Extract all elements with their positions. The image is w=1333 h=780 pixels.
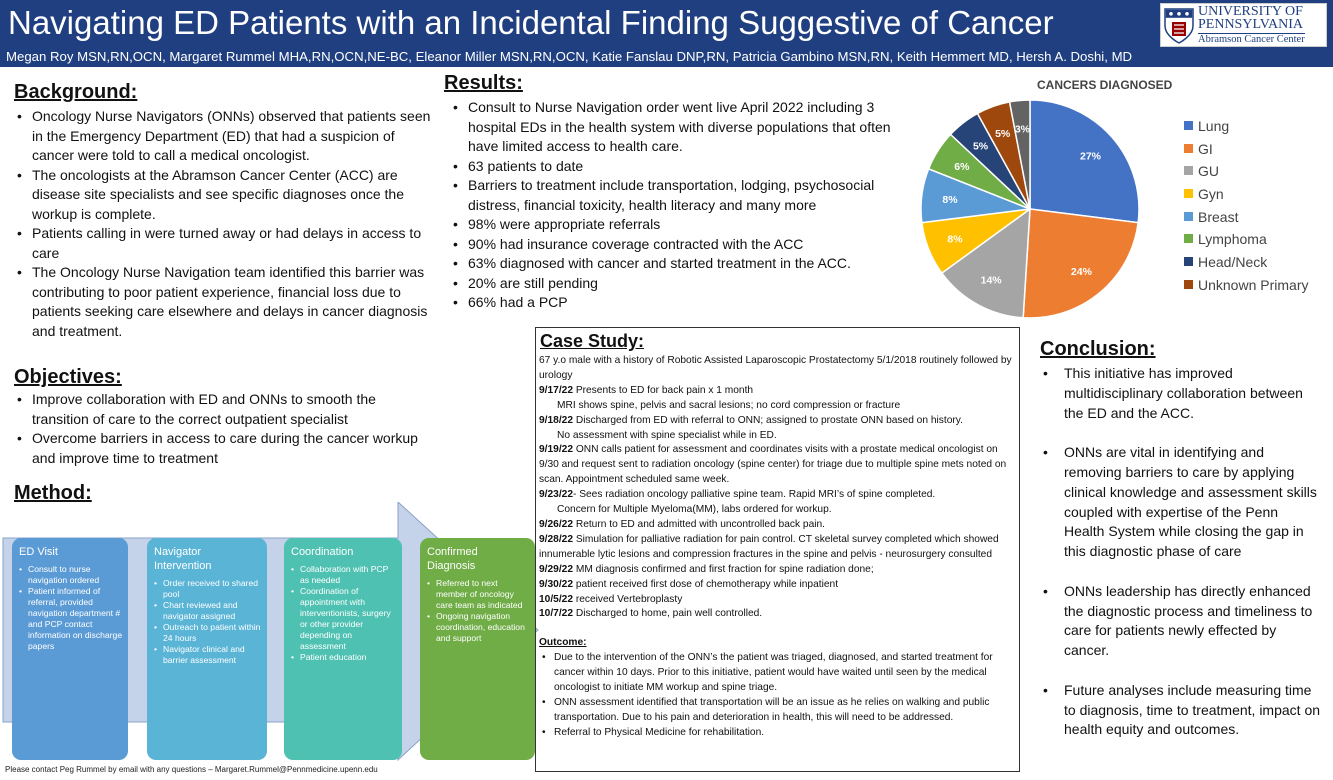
legend-label: Unknown Primary — [1198, 276, 1309, 293]
pie-data-label: 8% — [942, 193, 958, 206]
list-item: • This initiative has improved multidisciplinary collaboration between the ED and the ACC. — [1040, 364, 1320, 423]
legend-item — [1184, 163, 1308, 186]
legend-label: Lung — [1198, 118, 1230, 134]
pie-data-label: 6% — [954, 160, 970, 173]
list-item: • The oncologists at the Abramson Cancer Center (ACC) are disease site specialists and see specific diagnoses once the workup is complete. — [14, 166, 432, 225]
outcome-heading: Outcome: — [539, 637, 587, 649]
entry-text: Presents to ED for back pain x 1 month — [573, 384, 754, 396]
list-item: • Patient informed of referral, provided navigation department # and PCP contact information on discharge papers — [18, 586, 124, 652]
pie-data-label: 8% — [947, 233, 963, 246]
entry-text: Discharged to home, pain well controlled. — [573, 608, 763, 620]
entry-text: ONN calls patient for assessment and coordinates visits with a prostate medical oncologist on 9/30 and request sent to radiation oncology (spine center) for triage due to multiple spine mets noted on scan. Appointment scheduled same week. — [539, 444, 1007, 486]
entry-text: - Sees radiation oncology palliative spine team. Rapid MRI’s of spine completed. — [573, 489, 936, 501]
logo-text-line2: PENNSYLVANIA — [1198, 17, 1304, 32]
legend-item — [1184, 254, 1308, 277]
case-timeline — [539, 384, 1017, 623]
legend-item — [1184, 186, 1308, 209]
conclusion-heading: Conclusion: — [1040, 338, 1156, 360]
list-item: • 20% are still pending — [450, 274, 920, 294]
entry-date: 9/26/22 — [539, 518, 573, 530]
list-item: • 66% had a PCP — [450, 293, 920, 313]
entry-date: 10/7/22 — [539, 608, 573, 620]
penn-shield-icon — [1164, 8, 1194, 44]
list-item: • Improve collaboration with ED and ONNs to smooth the transition of care to the correct outpatient specialist — [14, 390, 424, 429]
legend-swatch — [1184, 166, 1193, 175]
entry-date: 9/30/22 — [539, 578, 573, 590]
legend-swatch — [1184, 189, 1193, 198]
case-study-body — [539, 354, 1017, 741]
list-item: • ONNs are vital in identifying and removing barriers to care by applying clinical knowledge and assessment skills coupled with expertise of the Penn Health System while closing the gap in this diagnostic phase of care — [1040, 443, 1320, 562]
legend-label: GU — [1198, 163, 1219, 180]
poster-header — [0, 0, 1333, 67]
conclusion-list — [1040, 364, 1320, 760]
entry-date: 9/17/22 — [539, 384, 573, 396]
case-study-box — [535, 327, 1020, 772]
entry-date: 9/23/22 — [539, 489, 573, 501]
list-item: • Overcome barriers in access to care during the cancer workup and improve time to treatment — [14, 429, 424, 468]
legend-swatch — [1184, 121, 1193, 130]
list-item: • Patient education — [290, 652, 398, 663]
logo-text-line3: Abramson Cancer Center — [1198, 34, 1305, 45]
entry-detail: Concern for Multiple Myeloma(MM), labs ordered for workup. — [557, 504, 832, 516]
list-item: • The Oncology Nurse Navigation team identified this barrier was contributing to poor patient experience, financial loss due to patients seeking care elsewhere and delays in cancer diagnosis and treatment. — [14, 263, 432, 341]
list-item: • Referral to Physical Medicine for rehabilitation. — [539, 726, 1017, 741]
timeline-entry — [539, 563, 1017, 578]
list-item: • Outreach to patient within 24 hours — [153, 622, 263, 644]
entry-text: MM diagnosis confirmed and first fraction for spine radiation done; — [573, 563, 874, 575]
list-item: • Coordination of appointment with interventionists, surgery or other provider depending on assessment — [290, 586, 398, 652]
legend-swatch — [1184, 257, 1193, 266]
contact-footer: Please contact Peg Rummel by email with any questions – Margaret.Rummel@Pennmedicine.upenn.edu — [5, 765, 378, 774]
pie-data-label: 14% — [980, 274, 1002, 287]
entry-text: Discharged from ED with referral to ONN; assigned to prostate ONN based on history. — [573, 414, 963, 426]
list-item: • Consult to nurse navigation ordered — [18, 564, 124, 586]
pie-slice — [1023, 209, 1138, 318]
step-items — [153, 578, 263, 666]
list-item: • ONNs leadership has directly enhanced the diagnostic process and timeliness to care for patients newly effected by cancer. — [1040, 582, 1320, 661]
list-item: • Barriers to treatment include transportation, lodging, psychosocial distress, financial toxicity, health literacy and many more — [450, 176, 920, 215]
method-step-coordination — [284, 538, 402, 760]
entry-date: 9/29/22 — [539, 563, 573, 575]
background-heading: Background: — [14, 81, 138, 103]
legend-swatch — [1184, 234, 1193, 243]
legend-label: Head/Neck — [1198, 254, 1268, 271]
legend-item — [1184, 209, 1308, 232]
entry-detail: MRI shows spine, pelvis and sacral lesions; no cord compression or fracture — [557, 399, 901, 411]
results-heading: Results: — [444, 72, 523, 94]
legend-swatch — [1184, 144, 1193, 153]
case-intro: 67 y.o male with a history of Robotic Assisted Laparoscopic Prostatectomy 5/1/2018 routinely followed by urology — [539, 355, 1012, 381]
entry-text: Return to ED and admitted with uncontrolled back pain. — [573, 518, 826, 530]
step-items — [290, 564, 398, 663]
pie-data-label: 24% — [1070, 266, 1092, 279]
list-item: • Consult to Nurse Navigation order went live April 2022 including 3 hospital EDs in the health system with diverse populations that often have limited access to health care. — [450, 98, 920, 157]
step-title: ED Visit — [19, 546, 58, 558]
legend-item — [1184, 277, 1308, 300]
timeline-entry — [539, 414, 1017, 429]
list-item: • 90% had insurance coverage contracted with the ACC — [450, 235, 920, 255]
pie-data-label: 27% — [1079, 150, 1102, 163]
method-step-confirmed-diagnosis — [420, 538, 535, 760]
pie-chart — [900, 95, 1160, 325]
list-item: • Future analyses include measuring time to diagnosis, time to treatment, impact on health equity and outcomes. — [1040, 681, 1320, 740]
step-title: Navigator Intervention — [154, 546, 212, 572]
list-item: • Referred to next member of oncology care team as indicated — [426, 578, 530, 611]
legend-item — [1184, 231, 1308, 254]
timeline-entry — [539, 578, 1017, 593]
entry-date: 9/19/22 — [539, 444, 573, 456]
list-item: • Chart reviewed and navigator assigned — [153, 600, 263, 622]
list-item: • Oncology Nurse Navigators (ONNs) observed that patients seen in the Emergency Department (ED) that had a suspicion of cancer were told to call a medical oncologist. — [14, 107, 432, 166]
chart-legend — [1184, 118, 1308, 300]
list-item: • Ongoing navigation coordination, education and support — [426, 611, 530, 644]
pie-data-label: 5% — [995, 128, 1011, 141]
step-items — [426, 578, 530, 644]
entry-text: received Vertebroplasty — [573, 593, 683, 605]
timeline-entry — [539, 533, 1017, 563]
timeline-entry — [539, 593, 1017, 608]
method-step-ed-visit — [12, 538, 128, 760]
objectives-list — [14, 390, 424, 468]
entry-date: 9/18/22 — [539, 414, 573, 426]
list-item: • 63% diagnosed with cancer and started treatment in the ACC. — [450, 254, 920, 274]
legend-label: Breast — [1198, 208, 1239, 225]
method-step-navigator-intervention — [147, 538, 267, 760]
legend-swatch — [1184, 280, 1193, 289]
results-list — [450, 98, 920, 313]
timeline-entry — [539, 607, 1017, 622]
outcome-list — [539, 651, 1017, 740]
list-item: • 63 patients to date — [450, 157, 920, 177]
step-title: Confirmed Diagnosis — [427, 546, 478, 572]
poster-title: Navigating ED Patients with an Incidental Finding Suggestive of Cancer — [8, 4, 1054, 41]
legend-item — [1184, 141, 1308, 164]
list-item: • Patients calling in were turned away or had delays in access to care — [14, 224, 432, 263]
entry-text: Simulation for palliative radiation for pain control. CT skeletal survey completed which showed innumerable lytic lesions and compression fractures in the spine and pelvis - neurosurgery consulted — [539, 533, 999, 560]
entry-date: 10/5/22 — [539, 593, 573, 605]
background-list — [14, 107, 432, 341]
legend-label: GI — [1198, 140, 1213, 157]
timeline-entry — [539, 384, 1017, 399]
timeline-entry — [539, 488, 1017, 503]
entry-text: patient received first dose of chemotherapy while inpatient — [573, 578, 839, 590]
method-heading: Method: — [14, 482, 92, 504]
list-item: • Due to the intervention of the ONN’s the patient was triaged, diagnosed, and started treatment for cancer within 10 days. Prior to this initiative, patient would have waited until seen by the medical oncologist to initiate MM workup and spine triage. — [539, 651, 1017, 696]
case-study-heading: Case Study: — [540, 331, 645, 351]
list-item: • Navigator clinical and barrier assessment — [153, 644, 263, 666]
pie-data-label: 5% — [972, 140, 989, 153]
objectives-heading: Objectives: — [14, 366, 122, 388]
pie-data-label: 3% — [1014, 123, 1031, 136]
legend-item — [1184, 118, 1308, 141]
logo-text-line1: UNIVERSITY OF — [1198, 4, 1303, 19]
legend-label: Lymphoma — [1198, 231, 1267, 248]
entry-date: 9/28/22 — [539, 533, 573, 545]
chart-title: CANCERS DIAGNOSED — [1037, 78, 1173, 92]
author-list: Megan Roy MSN,RN,OCN, Margaret Rummel MHA,RN,OCN,NE-BC, Eleanor Miller MSN,RN,OCN, Katie Fanslau DNP,RN, Patricia Gambino MSN,RN, Keith Hemmert MD, Hersh A. Doshi, MD — [6, 49, 1133, 64]
timeline-entry — [539, 443, 1017, 488]
list-item: • Collaboration with PCP as needed — [290, 564, 398, 586]
list-item: • Order received to shared pool — [153, 578, 263, 600]
penn-logo — [1160, 3, 1327, 47]
step-items — [18, 564, 124, 652]
legend-swatch — [1184, 212, 1193, 221]
entry-detail: No assessment with spine specialist while in ED. — [557, 429, 777, 441]
step-title: Coordination — [291, 546, 354, 558]
list-item: • 98% were appropriate referrals — [450, 215, 920, 235]
timeline-entry — [539, 518, 1017, 533]
list-item: • ONN assessment identified that transportation will be an issue as he relies on walking and public transportation. Due to his pain and deterioration in health, this will need to be addressed. — [539, 696, 1017, 726]
legend-label: Gyn — [1198, 186, 1224, 203]
